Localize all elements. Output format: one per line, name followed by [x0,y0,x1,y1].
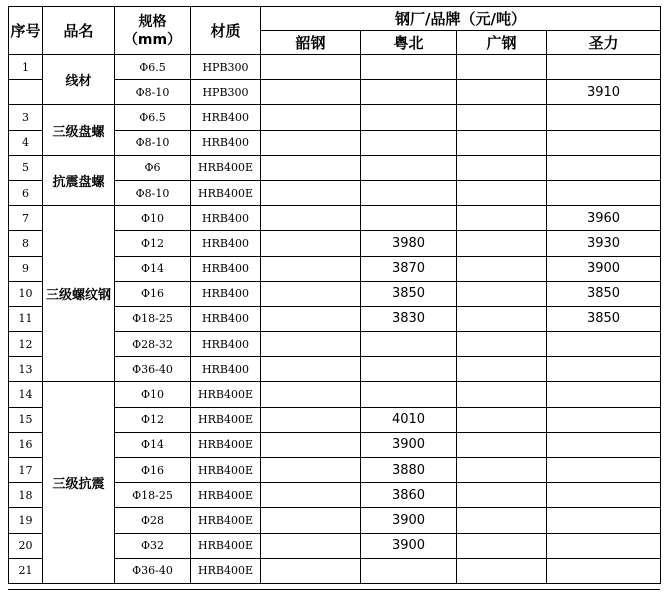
row-material: HRB400E [191,533,261,558]
price-cell-yuebei [361,382,457,407]
row-seq: 15 [9,407,43,432]
price-cell-shaogang [261,281,361,306]
price-cell-shaogang [261,130,361,155]
price-cell-shaogang [261,533,361,558]
row-seq: 10 [9,281,43,306]
price-cell-guanggang [457,332,547,357]
price-cell-guanggang [457,105,547,130]
row-material: HRB400E [191,180,261,205]
price-cell-shaogang [261,105,361,130]
price-cell-yuebei: 3900 [361,508,457,533]
price-cell-shengli [547,105,661,130]
row-material: HRB400 [191,332,261,357]
row-spec: Φ18-25 [115,306,191,331]
price-cell-guanggang [457,306,547,331]
row-seq: 1 [9,55,43,80]
price-cell-yuebei: 3850 [361,281,457,306]
header-row-1 [9,7,661,31]
price-cell-guanggang [457,483,547,508]
price-cell-yuebei: 3980 [361,231,457,256]
price-cell-shaogang [261,382,361,407]
price-cell-shengli [547,533,661,558]
table-row [9,105,661,130]
price-cell-yuebei: 3830 [361,306,457,331]
row-spec: Φ8-10 [115,180,191,205]
row-seq: 5 [9,155,43,180]
row-spec: Φ28 [115,508,191,533]
price-cell-shengli: 3910 [547,80,661,105]
row-material: HRB400E [191,407,261,432]
row-spec: Φ8-10 [115,80,191,105]
row-seq: 17 [9,458,43,483]
row-spec: Φ36-40 [115,558,191,583]
product-name: 抗震盘螺 [43,155,115,205]
price-cell-yuebei: 3870 [361,256,457,281]
row-spec: Φ28-32 [115,332,191,357]
row-seq: 13 [9,357,43,382]
product-name: 三级抗震 [43,382,115,584]
price-cell-shaogang [261,55,361,80]
row-material: HRB400E [191,432,261,457]
spec-header-line2: （mm） [123,31,182,48]
row-seq: 8 [9,231,43,256]
row-seq: 14 [9,382,43,407]
price-cell-shaogang [261,231,361,256]
price-cell-shengli [547,130,661,155]
price-cell-guanggang [457,508,547,533]
table-row [9,55,661,80]
price-cell-shaogang [261,206,361,231]
product-name: 三级盘螺 [43,105,115,155]
price-cell-shaogang [261,458,361,483]
row-spec: Φ12 [115,407,191,432]
price-cell-shaogang [261,180,361,205]
price-cell-shaogang [261,256,361,281]
price-cell-shengli [547,155,661,180]
row-seq: 7 [9,206,43,231]
row-material: HRB400E [191,558,261,583]
price-cell-guanggang [457,357,547,382]
price-cell-shaogang [261,332,361,357]
steel-price-table [8,6,661,584]
row-spec: Φ10 [115,382,191,407]
price-cell-shengli: 3930 [547,231,661,256]
price-cell-guanggang [457,80,547,105]
price-cell-shaogang [261,508,361,533]
row-material: HRB400 [191,357,261,382]
price-cell-yuebei: 3880 [361,458,457,483]
row-material: HRB400E [191,483,261,508]
row-spec: Φ14 [115,432,191,457]
row-seq: 18 [9,483,43,508]
price-cell-guanggang [457,206,547,231]
row-material: HRB400E [191,458,261,483]
price-cell-shengli [547,432,661,457]
price-cell-shengli [547,55,661,80]
price-cell-shaogang [261,357,361,382]
row-material: HRB400 [191,130,261,155]
price-cell-shaogang [261,483,361,508]
price-cell-shengli [547,180,661,205]
price-cell-shaogang [261,432,361,457]
row-seq: 3 [9,105,43,130]
price-cell-guanggang [457,180,547,205]
row-spec: Φ18-25 [115,483,191,508]
price-cell-shengli [547,407,661,432]
price-cell-guanggang [457,231,547,256]
row-seq: 11 [9,306,43,331]
price-cell-shengli: 3850 [547,306,661,331]
row-material: HPB300 [191,80,261,105]
row-material: HRB400 [191,256,261,281]
price-cell-guanggang [457,432,547,457]
price-cell-yuebei [361,130,457,155]
price-cell-guanggang [457,155,547,180]
price-cell-guanggang [457,256,547,281]
price-cell-guanggang [457,533,547,558]
price-cell-shengli: 3960 [547,206,661,231]
row-material: HRB400 [191,105,261,130]
price-cell-shengli [547,558,661,583]
row-spec: Φ16 [115,458,191,483]
row-spec: Φ8-10 [115,130,191,155]
price-cell-shaogang [261,155,361,180]
row-spec: Φ12 [115,231,191,256]
spec-header [115,7,191,55]
price-cell-yuebei [361,357,457,382]
price-cell-yuebei [361,155,457,180]
mill-header-shaogang: 韶钢 [261,31,361,55]
mills-title-header: 钢厂/品牌（元/吨） [261,7,661,31]
price-cell-shengli [547,508,661,533]
price-cell-guanggang [457,458,547,483]
price-cell-yuebei [361,55,457,80]
product-name: 线材 [43,55,115,105]
price-cell-shaogang [261,407,361,432]
row-seq: 9 [9,256,43,281]
table-row [9,382,661,407]
spec-header-line1: 规格 [138,13,167,30]
row-spec: Φ16 [115,281,191,306]
row-spec: Φ32 [115,533,191,558]
mill-header-shengli: 圣力 [547,31,661,55]
material-header: 材质 [191,7,261,55]
price-cell-shaogang [261,558,361,583]
table-row [9,206,661,231]
price-cell-guanggang [457,130,547,155]
row-seq: 12 [9,332,43,357]
price-cell-shengli [547,458,661,483]
price-cell-yuebei: 3900 [361,432,457,457]
row-seq: 20 [9,533,43,558]
price-cell-shengli [547,332,661,357]
row-seq [9,80,43,105]
price-cell-shaogang [261,306,361,331]
row-material: HRB400 [191,206,261,231]
price-cell-yuebei: 3900 [361,533,457,558]
price-cell-yuebei [361,206,457,231]
mill-header-guanggang: 广钢 [457,31,547,55]
price-cell-yuebei [361,558,457,583]
row-seq: 6 [9,180,43,205]
row-material: HRB400E [191,508,261,533]
table-row [9,155,661,180]
seq-header: 序号 [9,7,43,55]
price-cell-shaogang [261,80,361,105]
row-spec: Φ10 [115,206,191,231]
price-cell-yuebei [361,180,457,205]
row-material: HPB300 [191,55,261,80]
price-cell-shengli [547,483,661,508]
price-cell-yuebei [361,332,457,357]
row-material: HRB400E [191,382,261,407]
row-spec: Φ6.5 [115,55,191,80]
price-cell-guanggang [457,281,547,306]
row-material: HRB400E [191,155,261,180]
price-cell-guanggang [457,558,547,583]
bottom-rule [8,589,660,590]
price-cell-shengli: 3850 [547,281,661,306]
price-cell-yuebei: 3860 [361,483,457,508]
price-cell-yuebei [361,80,457,105]
row-seq: 21 [9,558,43,583]
row-spec: Φ14 [115,256,191,281]
mill-header-yuebei: 粤北 [361,31,457,55]
price-cell-guanggang [457,382,547,407]
price-cell-shengli [547,382,661,407]
row-material: HRB400 [191,231,261,256]
row-seq: 4 [9,130,43,155]
row-spec: Φ36-40 [115,357,191,382]
row-seq: 19 [9,508,43,533]
price-cell-guanggang [457,407,547,432]
row-material: HRB400 [191,306,261,331]
name-header: 品名 [43,7,115,55]
price-cell-shengli [547,357,661,382]
row-spec: Φ6.5 [115,105,191,130]
price-cell-guanggang [457,55,547,80]
row-material: HRB400 [191,281,261,306]
row-seq: 16 [9,432,43,457]
price-cell-yuebei [361,105,457,130]
price-cell-shengli: 3900 [547,256,661,281]
row-spec: Φ6 [115,155,191,180]
product-name: 三级螺纹钢 [43,206,115,382]
table-body [9,7,661,584]
price-cell-yuebei: 4010 [361,407,457,432]
